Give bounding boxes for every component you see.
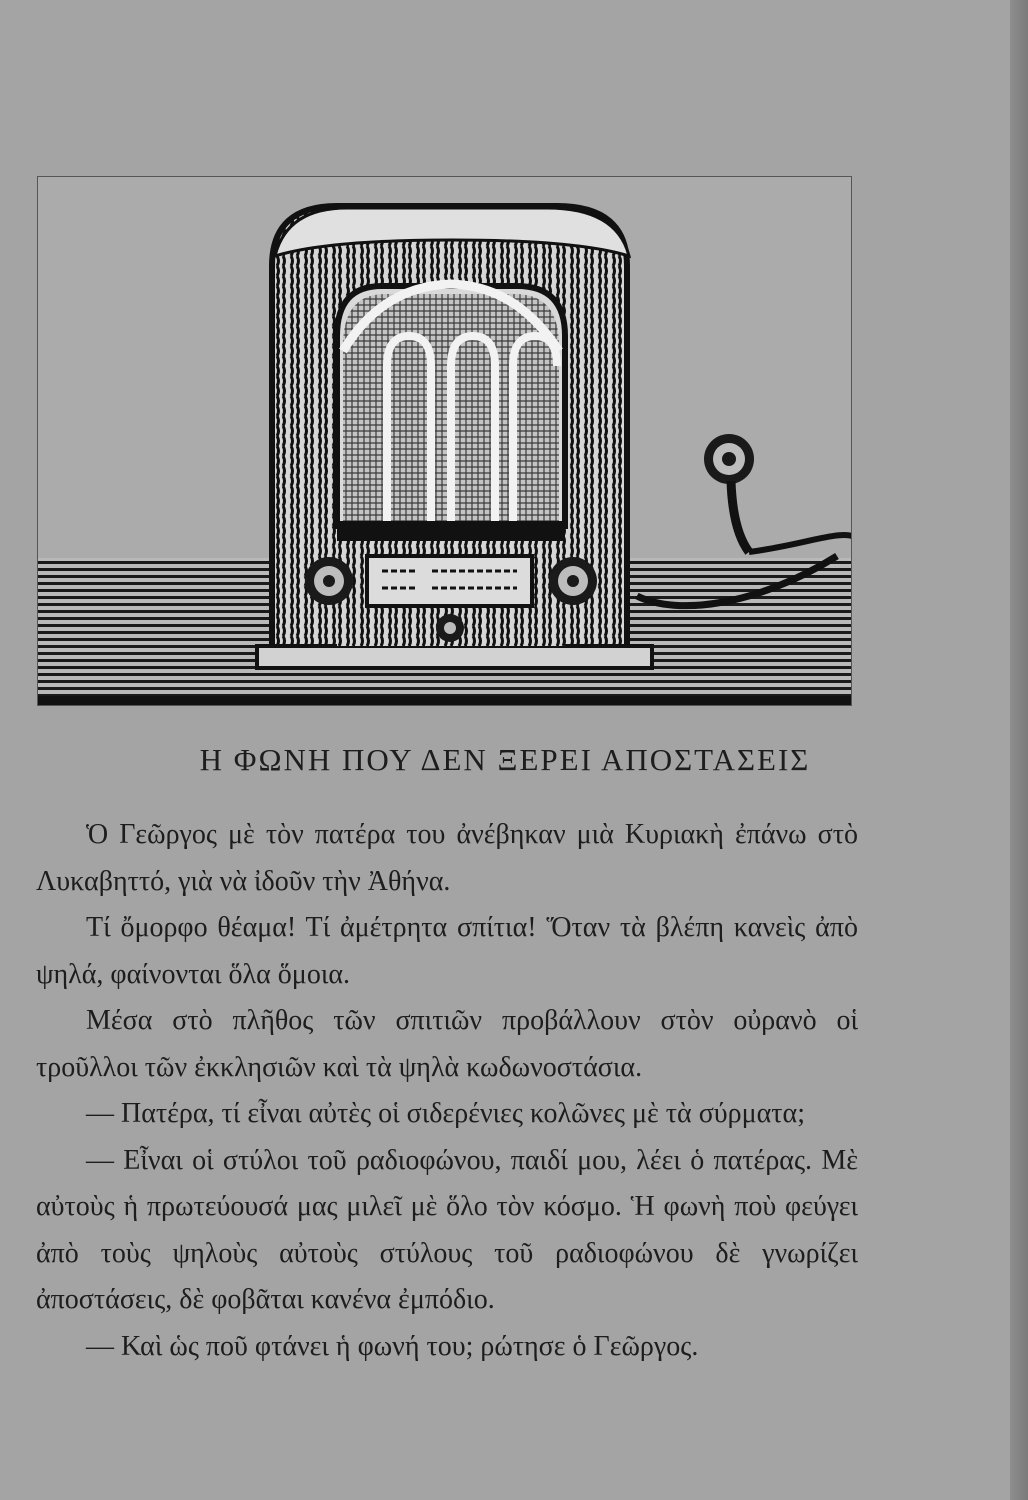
radio-knob-left xyxy=(305,557,353,605)
chapter-title: Η ΦΩΝΗ ΠΟΥ ΔΕΝ ΞΕΡΕΙ ΑΠΟΣΤΑΣΕΙΣ xyxy=(199,742,811,777)
paragraph-2: Τί ὄμορφο θέαμα! Τί ἀμέτρητα σπίτια! Ὅταν τὰ βλέπη κανεὶς ἀπὸ ψηλά, φαίνονται ὅλα ὅμοια. xyxy=(36,912,858,990)
paragraph-4: — Πατέρα, τί εἶναι αὐτὲς οἱ σιδερένιες κολῶνες μὲ τὰ σύρματα; xyxy=(86,1098,806,1129)
radio-speaker-grille xyxy=(337,284,565,541)
paragraph-6: — Καὶ ὡς ποῦ φτάνει ἡ φωνή του; ρώτησε ὁ Γεῶργος. xyxy=(86,1330,699,1362)
body-text xyxy=(36,812,858,1370)
page-edge xyxy=(1010,0,1028,1500)
radio-knob-right xyxy=(549,557,597,605)
paragraph-1: Ὁ Γεῶργος μὲ τὸν πατέρα του ἀνέβηκαν μιὰ Κυριακὴ ἐπάνω στὸ Λυκαβηττό, γιὰ νὰ ἰδοῦν τὴν Ἀθήνα. xyxy=(36,819,858,897)
paragraph-5: — Εἶναι οἱ στύλοι τοῦ ραδιοφώνου, παιδί μου, λέει ὁ πατέρας. Μὲ αὐτοὺς ἡ πρωτεύουσά μας μιλεῖ μὲ ὅλο τὸν κόσμο. Ἡ φωνὴ ποὺ φεύγει ἀπὸ τοὺς ψηλοὺς αὐτοὺς στύλους τοῦ ραδιοφώνου δὲ γνωρίζει ἀποστάσεις, δὲ φοβᾶται κανένα ἐμπόδιο. xyxy=(36,1144,858,1315)
paragraph-3: Μέσα στὸ πλῆθος τῶν σπιτιῶν προβάλλουν στὸν οὐρανὸ οἱ τροῦλλοι τῶν ἐκκλησιῶν καὶ τὰ ψηλὰ κωδωνοστάσια. xyxy=(36,1005,858,1083)
radio-illustration xyxy=(37,176,852,706)
radio-knob-center xyxy=(436,614,464,642)
